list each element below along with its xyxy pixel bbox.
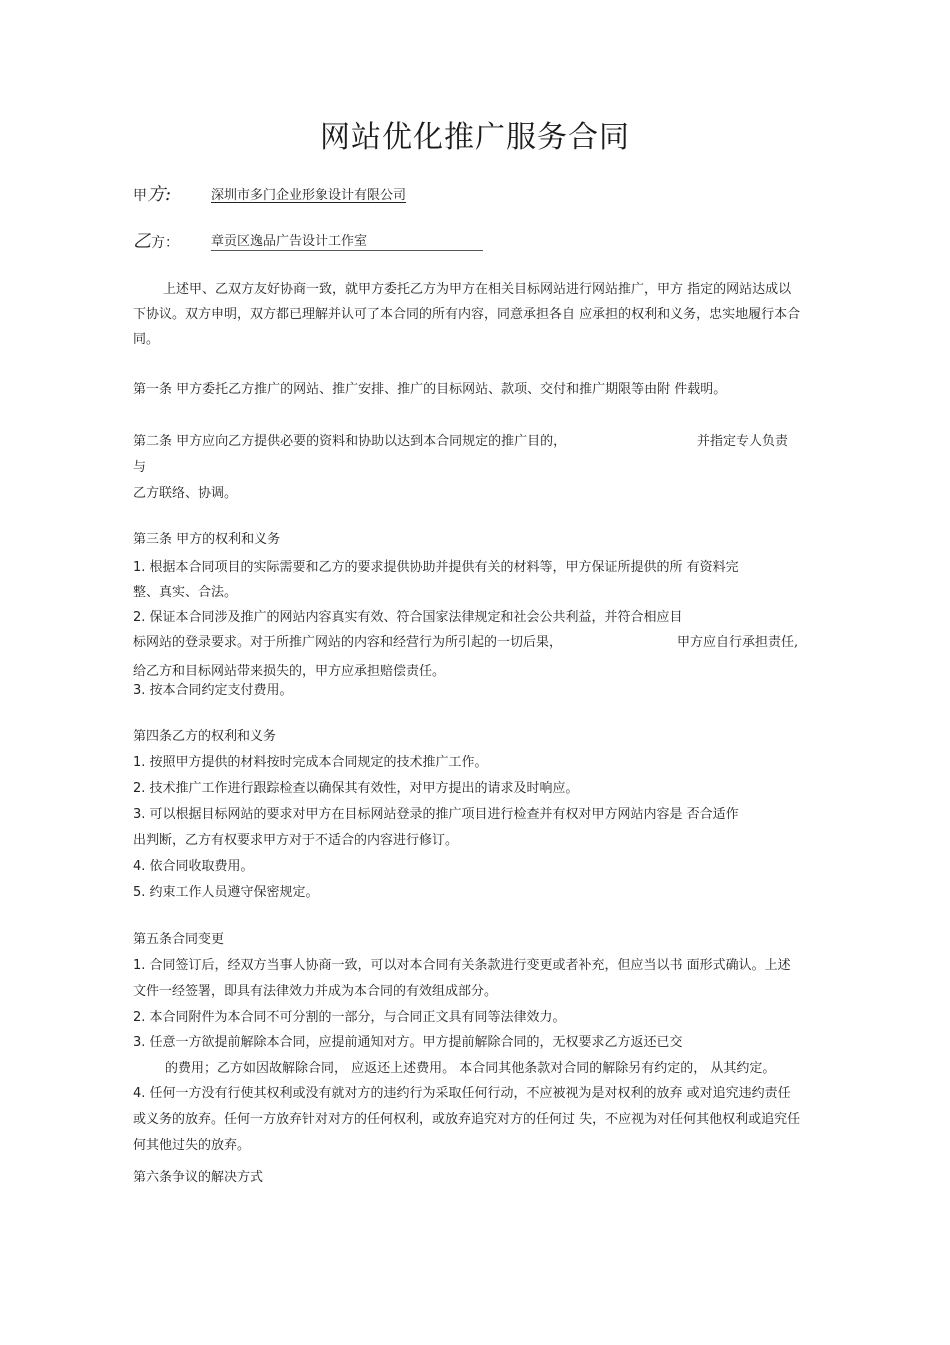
article-4-item-4 [133, 858, 254, 876]
intro-line-2: 下协议。双方申明，双方都已理解并认可了本合同的所有内容，同意承担各自 应承担的权利和义务，忠实地履行本合 [133, 307, 801, 322]
item-number: 5. [133, 885, 146, 900]
article-1: 第一条 甲方委托乙方推广的网站、推广安排、推广的目标网站、款项、交付和推广期限等由附 件载明。 [133, 382, 727, 397]
article-4-item-2 [133, 780, 579, 798]
item-number: 2. [133, 1010, 146, 1025]
article-3-item-2-cont-b: 甲方应自行承担责任, [677, 635, 799, 650]
article-4-item-3 [133, 806, 739, 824]
party-a-name: 深圳市多门企业形象设计有限公司 [211, 188, 407, 203]
article-2-line-1a: 第二条 甲方应向乙方提供必要的资料和协助以达到本合同规定的推广目的， [133, 434, 567, 449]
article-3-item-2 [133, 609, 683, 627]
article-5-item-3 [133, 1034, 683, 1052]
item-text: 可以根据目标网站的要求对甲方在目标网站登录的推广项目进行检查并有权对甲方网站内容是 否合适作 [149, 807, 739, 822]
article-2-line-3: 乙方联络、协调。 [133, 486, 238, 501]
party-b-label-suffix: 方： [151, 235, 179, 251]
article-2-line-1b: 并指定专人负责 [697, 434, 789, 449]
item-text: 本合同附件为本合同不可分割的一部分，与合同正文具有同等法律效力。 [149, 1010, 566, 1025]
item-text: 依合同收取费用。 [149, 859, 254, 874]
article-5-item-1-cont: 文件一经签署，即具有法律效力并成为本合同的有效组成部分。 [133, 984, 498, 999]
party-b-label-char: 乙 [133, 231, 151, 252]
article-5-item-1 [133, 957, 791, 975]
item-number: 3. [133, 807, 146, 822]
item-text: 保证本合同涉及推广的网站内容真实有效、符合国家法律规定和社会公共利益，并符合相应目 [149, 610, 683, 625]
party-a-label-char: 甲 [133, 188, 147, 204]
item-text: 约束工作人员遵守保密规定。 [149, 885, 319, 900]
article-5-item-2 [133, 1009, 566, 1027]
article-3-item-1 [133, 559, 739, 577]
article-4-item-1 [133, 754, 488, 772]
article-3-item-2-cont-a: 标网站的登录要求。对于所推广网站的内容和经营行为所引起的一切后果， [133, 635, 563, 650]
item-text: 任何一方没有行使其权利或没有就对方的违约行为采取任何行动，不应被视为是对权利的放弃 或对追究违约责任 [149, 1086, 791, 1101]
item-number: 1. [133, 755, 146, 770]
article-3-heading: 第三条 甲方的权利和义务 [133, 532, 281, 547]
article-5-item-4-cont-b: 何其他过失的放弃。 [133, 1138, 251, 1153]
party-b-label [133, 233, 179, 252]
article-4-item-5 [133, 884, 319, 902]
article-3-item-1-cont: 整、真实、合法。 [133, 585, 238, 600]
item-text: 合同签订后，经双方当事人协商一致，可以对本合同有关条款进行变更或者补充，但应当以书 面形式确认。上述 [149, 958, 791, 973]
item-number: 4. [133, 859, 146, 874]
item-number: 1. [133, 958, 146, 973]
article-5-heading: 第五条合同变更 [133, 932, 225, 947]
item-text: 按照甲方提供的材料按时完成本合同规定的技术推广工作。 [149, 755, 488, 770]
article-5-item-4 [133, 1085, 791, 1103]
item-number: 3. [133, 683, 146, 698]
article-5-item-4-cont-a: 或义务的放弃。任何一方放弃针对对方的任何权利，或放弃追究对方的任何过 失，不应视为对任何其他权利或追究任 [133, 1112, 801, 1127]
party-a-label-suffix: 方: [147, 184, 172, 205]
item-text: 按本合同约定支付费用。 [149, 683, 293, 698]
article-4-heading: 第四条乙方的权利和义务 [133, 729, 277, 744]
item-number: 4. [133, 1086, 146, 1101]
article-6-heading: 第六条争议的解决方式 [133, 1170, 264, 1185]
article-2-line-2: 与 [133, 460, 147, 475]
article-3-item-2-cont-c: 给乙方和目标网站带来损失的，甲方应承担赔偿责任。 [133, 664, 446, 679]
document-title: 网站优化推广服务合同 [320, 120, 630, 155]
party-a-label [133, 186, 171, 205]
intro-line-3: 同。 [133, 332, 160, 347]
item-number: 3. [133, 1035, 146, 1050]
item-number: 2. [133, 781, 146, 796]
party-b-underline [211, 250, 483, 251]
intro-line-1: 上述甲、乙双方友好协商一致，就甲方委托乙方为甲方在相关目标网站进行网站推广，甲方 指定的网站达成以 [163, 282, 792, 297]
item-text: 任意一方欲提前解除本合同，应提前通知对方。甲方提前解除合同的，无权要求乙方返还已交 [149, 1035, 683, 1050]
party-b-name: 章贡区逸品广告设计工作室 [211, 234, 368, 249]
item-number: 1. [133, 560, 146, 575]
item-number: 2. [133, 610, 146, 625]
article-5-item-3-cont: 的费用；乙方如因故解除合同， 应返还上述费用。 本合同其他条款对合同的解除另有约定的， 从其约定。 [165, 1061, 776, 1076]
article-3-item-3 [133, 682, 293, 700]
article-4-item-3-cont: 出判断，乙方有权要求甲方对于不适合的内容进行修订。 [133, 833, 459, 848]
item-text: 技术推广工作进行跟踪检查以确保其有效性，对甲方提出的请求及时响应。 [149, 781, 579, 796]
item-text: 根据本合同项目的实际需要和乙方的要求提供协助并提供有关的材料等，甲方保证所提供的所 有资料完 [149, 560, 739, 575]
